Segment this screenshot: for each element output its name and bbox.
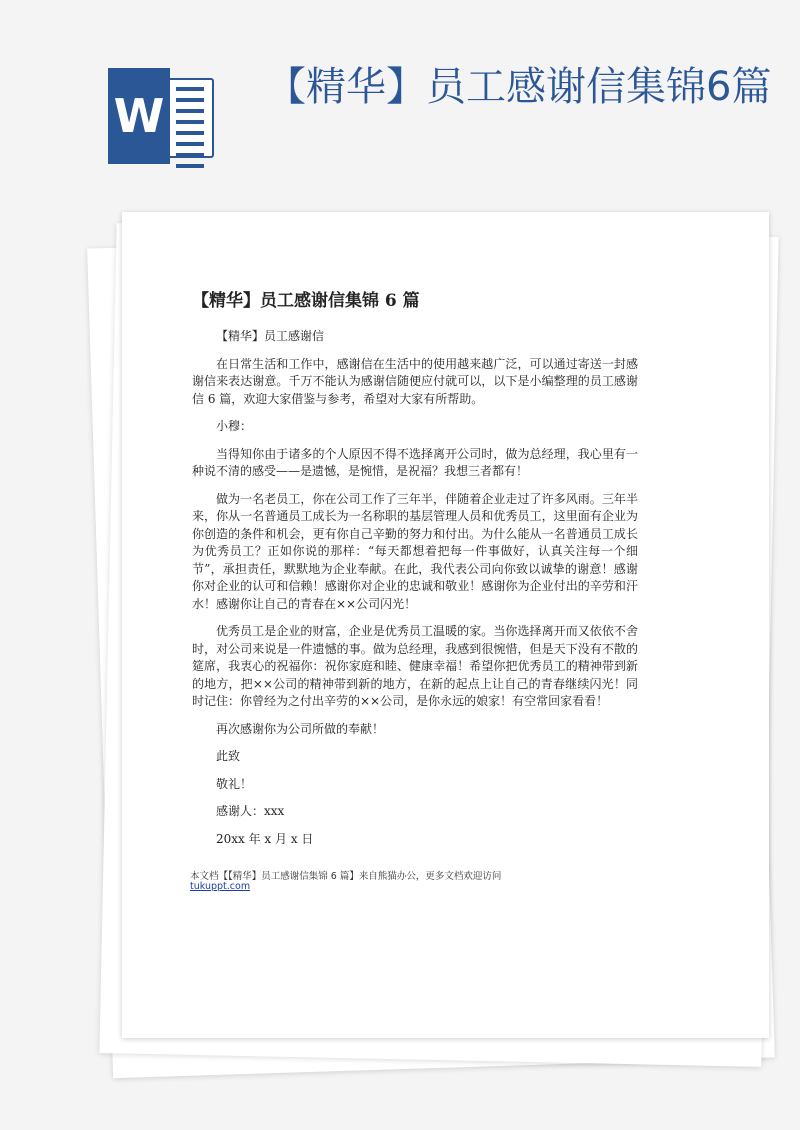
paragraph: 再次感谢你为公司所做的奉献！ xyxy=(216,721,385,736)
document-heading: 【精华】员工感谢信集锦6篇 xyxy=(266,64,772,110)
paragraph: 感谢人：xxx xyxy=(216,804,285,818)
paragraph: 【精华】员工感谢信 xyxy=(216,329,325,343)
paragraph: 优秀员工是企业的财富，企业是优秀员工温暖的家。当你选择离开而又依依不舍时，对公司来说是一件遗憾的事。做为总经理，我感到很惋惜，但是天下没有不散的筵席，我衷心的祝福你：祝你家庭和睦、健康幸福！希望你把优秀员工的精神带到新的地方，把××公司的精神带到新的地方，在新的起点上让自己的青春继续闪光！同时记住：你曾经为之付出辛劳的××公司，是你永远的娘家！有空常回家看看！ xyxy=(192,624,638,708)
word-logo-letter: W xyxy=(108,68,170,164)
paragraph: 此致 xyxy=(216,749,241,763)
paragraph: 在日常生活和工作中，感谢信在生活中的使用越来越广泛，可以通过寄送一封感谢信来表达谢意。千万不能认为感谢信随便应付就可以，以下是小编整理的员工感谢信 6 篇，欢迎大家借鉴与参考，希望对大家有所帮助。 xyxy=(192,356,638,406)
footer-note: 本文档【【精华】员工感谢信集锦 6 篇】来自熊猫办公，更多文档欢迎访问 xyxy=(190,871,502,882)
paragraph: 小穆： xyxy=(216,419,253,433)
document-page xyxy=(122,212,769,1038)
paragraph: 做为一名老员工，你在公司工作了三年半，伴随着企业走过了许多风雨。三年半来，你从一名普通员工成长为一名称职的基层管理人员和优秀员工，这里面有企业为你创造的条件和机会，更有你自己辛勤的努力和付出。为什么能从一名普通员工成长为优秀员工？正如你说的那样：“每天都想着把每一件事做好，认真关注每一个细节”，承担责任，默默地为企业奉献。在此，我代表公司向你致以诚挚的谢意！感谢你对企业的认可和信赖！感谢你对企业的忠诚和敬业！感谢你为企业付出的辛劳和汗水！感谢你让自己的青春在××公司闪光！ xyxy=(192,491,638,611)
footer-link[interactable]: tukuppt.com xyxy=(190,881,251,892)
page-title: 【精华】员工感谢信集锦 6 篇 xyxy=(192,291,420,311)
word-icon xyxy=(108,68,220,164)
paragraph: 20xx 年 x 月 x 日 xyxy=(216,831,314,846)
paragraph: 当得知你由于诸多的个人原因不得不选择离开公司时，做为总经理，我心里有一种说不清的感受——是遗憾，是惋惜，是祝福？我想三者都有！ xyxy=(192,446,638,478)
document-body xyxy=(192,328,638,858)
paragraph: 敬礼！ xyxy=(216,776,253,791)
